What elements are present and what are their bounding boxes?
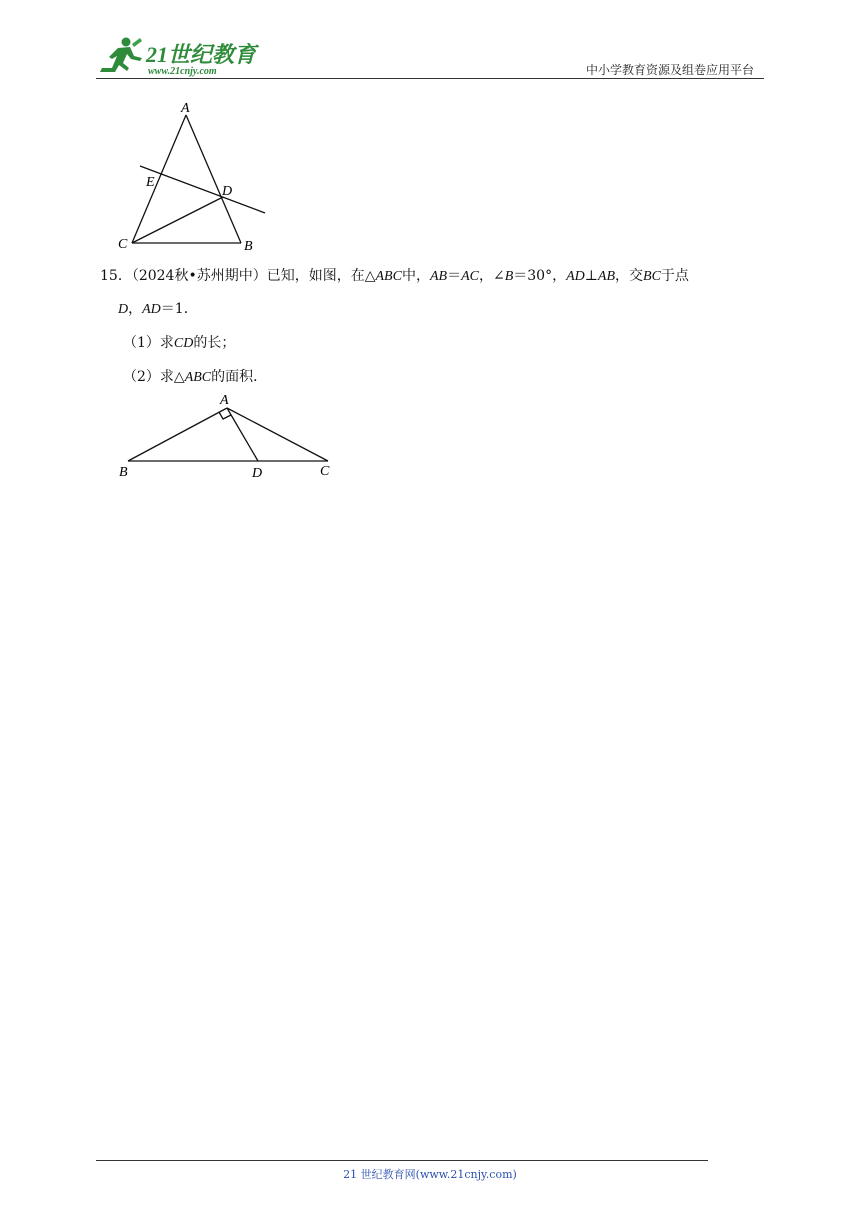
math-var: CD [173, 336, 194, 351]
math-symbol: ⊥ [584, 268, 598, 284]
figure-2-triangle [110, 388, 350, 480]
label-D: D [222, 184, 233, 199]
segment-CD [132, 197, 223, 243]
footer-divider [96, 1160, 708, 1161]
question-number: 15． [100, 268, 132, 284]
question-text: 中， [401, 268, 430, 284]
math-var: AB [597, 269, 616, 284]
platform-name: 中小学教育资源及组卷应用平台 [585, 63, 754, 77]
math-var: ABC [184, 370, 212, 385]
question-source: （2024秋•苏州期中） [131, 268, 267, 284]
question-text: 已知，如图，在△ [266, 268, 376, 284]
right-angle-mark [219, 412, 231, 419]
math-symbol: ＝ [447, 268, 462, 284]
label-E: E [146, 175, 155, 190]
question-text: ＝1． [160, 301, 198, 317]
math-var: AD [142, 302, 161, 317]
math-var: AC [461, 269, 479, 284]
math-var: D [118, 302, 129, 317]
math-var: ABC [375, 269, 402, 284]
line-ED [140, 166, 265, 213]
question-text: 的长； [193, 335, 236, 351]
site-logo [96, 32, 266, 78]
label-B: B [119, 465, 128, 480]
label-D: D [252, 466, 263, 480]
math-var: BC [643, 269, 661, 284]
math-var: AB [429, 269, 448, 284]
question-text: 的面积． [211, 369, 268, 385]
segment-AB [128, 408, 227, 461]
runner-icon [100, 38, 142, 73]
math-var: B [504, 269, 514, 284]
label-C: C [118, 237, 128, 252]
label-A: A [220, 393, 229, 408]
question-text: 于点 [660, 268, 689, 284]
question-text: （1）求 [123, 335, 174, 351]
segment-AC [132, 115, 186, 243]
question-text: ， [128, 301, 143, 317]
logo-main-text: 21世纪教育 [146, 42, 257, 67]
label-A: A [181, 101, 190, 116]
logo-url-text: www.21cnjy.com [148, 66, 217, 77]
label-C: C [320, 464, 330, 479]
question-text: ＝30°， [513, 268, 567, 284]
question-15-part-2 [123, 366, 267, 386]
question-text: （2）求△ [123, 369, 185, 385]
question-text: ，交 [615, 268, 644, 284]
footer-text: 21 世纪教育网(www.21cnjy.com) [343, 1168, 517, 1181]
question-15-line-1 [100, 265, 689, 285]
question-text: ，∠ [478, 268, 505, 284]
figure-1-triangle [110, 98, 280, 258]
label-B: B [244, 239, 253, 254]
header-divider [96, 78, 764, 79]
question-15-line-2 [118, 298, 198, 318]
segment-AB [186, 115, 241, 243]
math-var: AD [566, 269, 585, 284]
question-15-part-1 [123, 332, 235, 352]
